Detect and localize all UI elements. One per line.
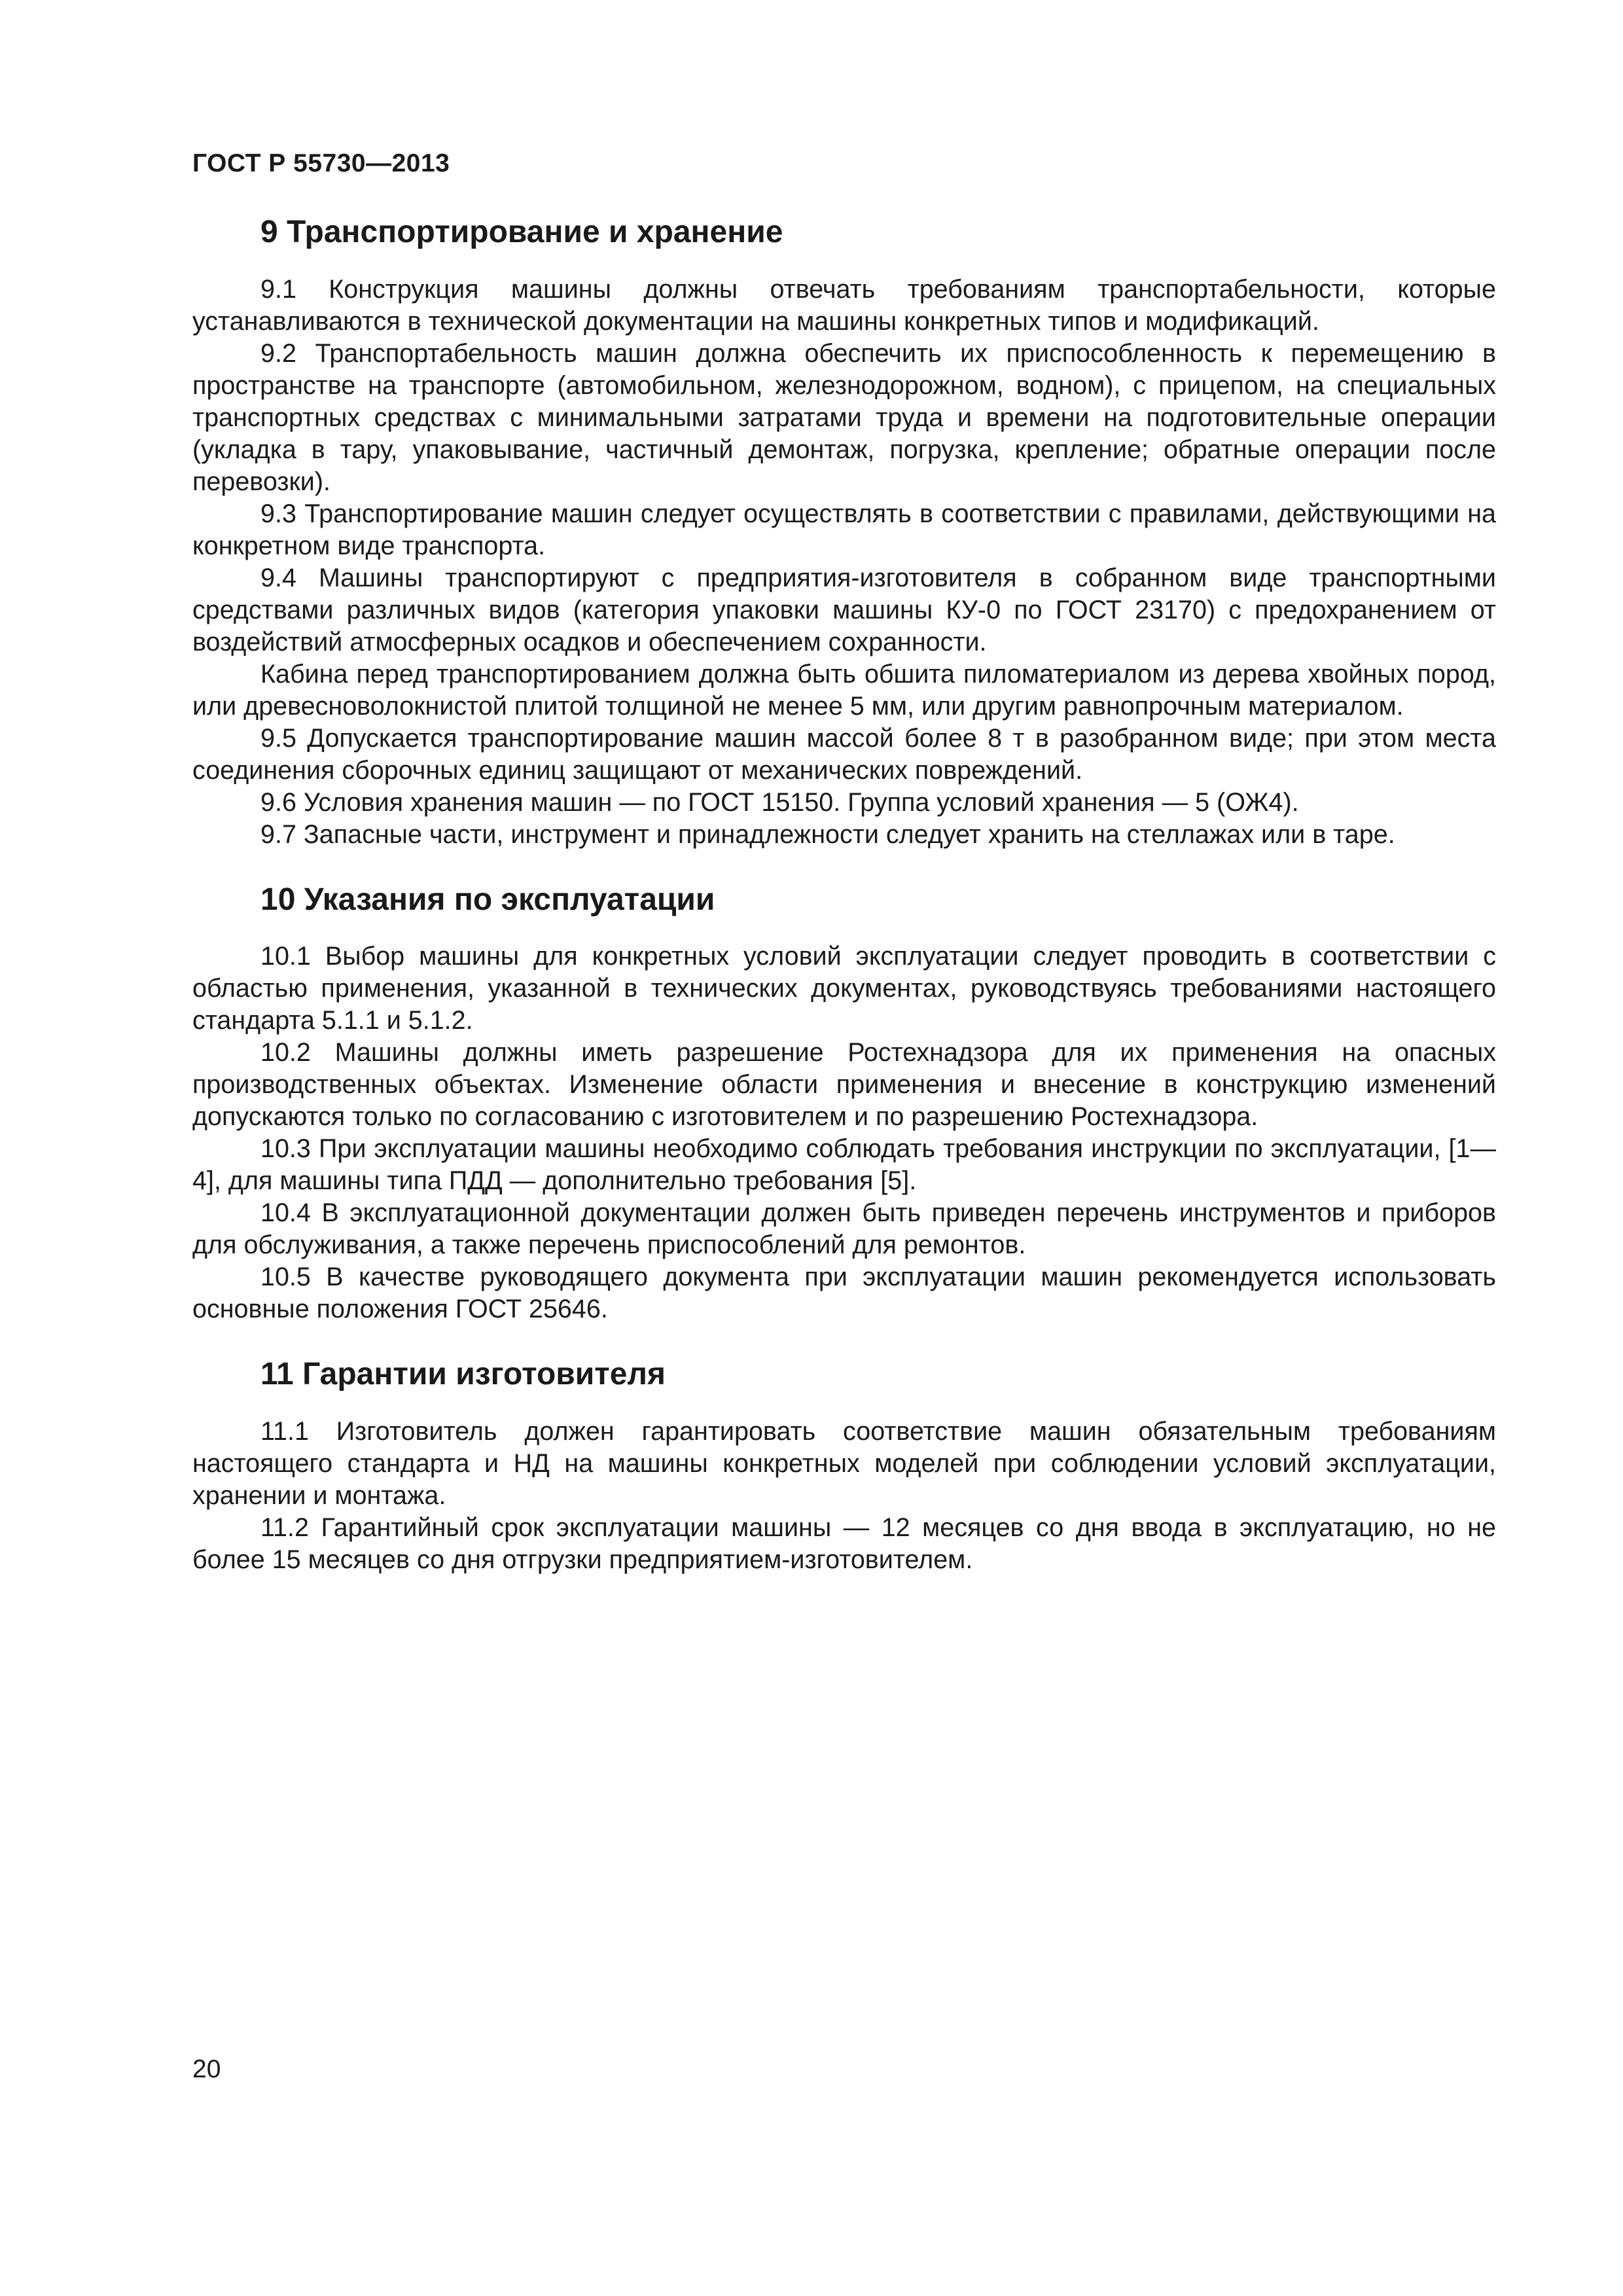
paragraph: 10.3 При эксплуатации машины необходимо соблюдать требования инструкции по эксплуатации, [1—4], для машины типа ПДД — дополнительно требования [5]. xyxy=(192,1134,1496,1196)
document-code-header: ГОСТ Р 55730—2013 xyxy=(192,149,450,177)
paragraph: 11.1 Изготовитель должен гарантировать соответствие машин обязательным требованиям настоящего стандарта и НД на машины конкретных моделей при соблюдении условий эксплуатации, хранении и монтажа. xyxy=(192,1416,1496,1510)
section-9 xyxy=(192,213,1496,851)
document-body xyxy=(192,213,1496,1606)
paragraph: Кабина перед транспортированием должна быть обшита пиломатериалом из дерева хвойных пород, или древесноволокнистой плитой толщиной не менее 5 мм, или другим равнопрочным материалом. xyxy=(192,659,1496,721)
section-10 xyxy=(192,881,1496,1326)
page-number: 20 xyxy=(192,2055,221,2083)
paragraph: 10.4 В эксплуатационной документации должен быть приведен перечень инструментов и приборов для обслуживания, а также перечень приспособлений для ремонтов. xyxy=(192,1198,1496,1260)
section-11 xyxy=(192,1355,1496,1576)
section-title: 11 Гарантии изготовителя xyxy=(260,1357,666,1392)
paragraph: 9.7 Запасные части, инструмент и принадлежности следует хранить на стеллажах или в таре. xyxy=(260,819,1395,849)
paragraph: 9.2 Транспортабельность машин должна обеспечить их приспособленность к перемещению в пространстве на транспорте (автомобильном, железнодорожном, водном), с прицепом, на специальных транспортных средствах с минимальными затратами труда и времени на подготовительные операции (укладка в тару, упаковывание, частичный демонтаж, погрузка, крепление; обратные операции после перевозки). xyxy=(192,338,1496,496)
paragraph: 11.2 Гарантийный срок эксплуатации машины — 12 месяцев со дня ввода в эксплуатацию, но не более 15 месяцев со дня отгрузки предприятием-изготовителем. xyxy=(192,1513,1496,1574)
paragraph: 10.5 В качестве руководящего документа при эксплуатации машин рекомендуется использовать основные положения ГОСТ 25646. xyxy=(192,1263,1496,1324)
section-title: 9 Транспортирование и хранение xyxy=(260,215,783,249)
section-title: 10 Указания по эксплуатации xyxy=(260,882,715,917)
paragraph: 9.5 Допускается транспортирование машин массой более 8 т в разобранном виде; при этом места соединения сборочных единиц защищают от механических повреждений. xyxy=(192,723,1496,785)
paragraph: 9.6 Условия хранения машин — по ГОСТ 15150. Группа условий хранения — 5 (ОЖ4). xyxy=(260,787,1299,817)
paragraph: 9.3 Транспортирование машин следует осуществлять в соответствии с правилами, действующими на конкретном виде транспорта. xyxy=(192,499,1496,560)
paragraph: 10.1 Выбор машины для конкретных условий эксплуатации следует проводить в соответствии с областью применения, указанной в технических документах, руководствуясь требованиями настоящего стандарта 5.1.1 и 5.1.2. xyxy=(192,942,1496,1035)
paragraph: 9.1 Конструкция машины должны отвечать требованиям транспортабельности, которые устанавливаются в технической документации на машины конкретных типов и модификаций. xyxy=(192,274,1496,336)
paragraph: 10.2 Машины должны иметь разрешение Ростехнадзора для их применения на опасных производственных объектах. Изменение области применения и внесение в конструкцию изменений допускаются только по согласованию с изготовителем и по разрешению Ростехнадзора. xyxy=(192,1038,1496,1132)
paragraph: 9.4 Машины транспортируют с предприятия-изготовителя в собранном виде транспортными средствами различных видов (категория упаковки машины КУ-0 по ГОСТ 23170) с предохранением от воздействий атмосферных осадков и обеспечением сохранности. xyxy=(192,563,1496,656)
